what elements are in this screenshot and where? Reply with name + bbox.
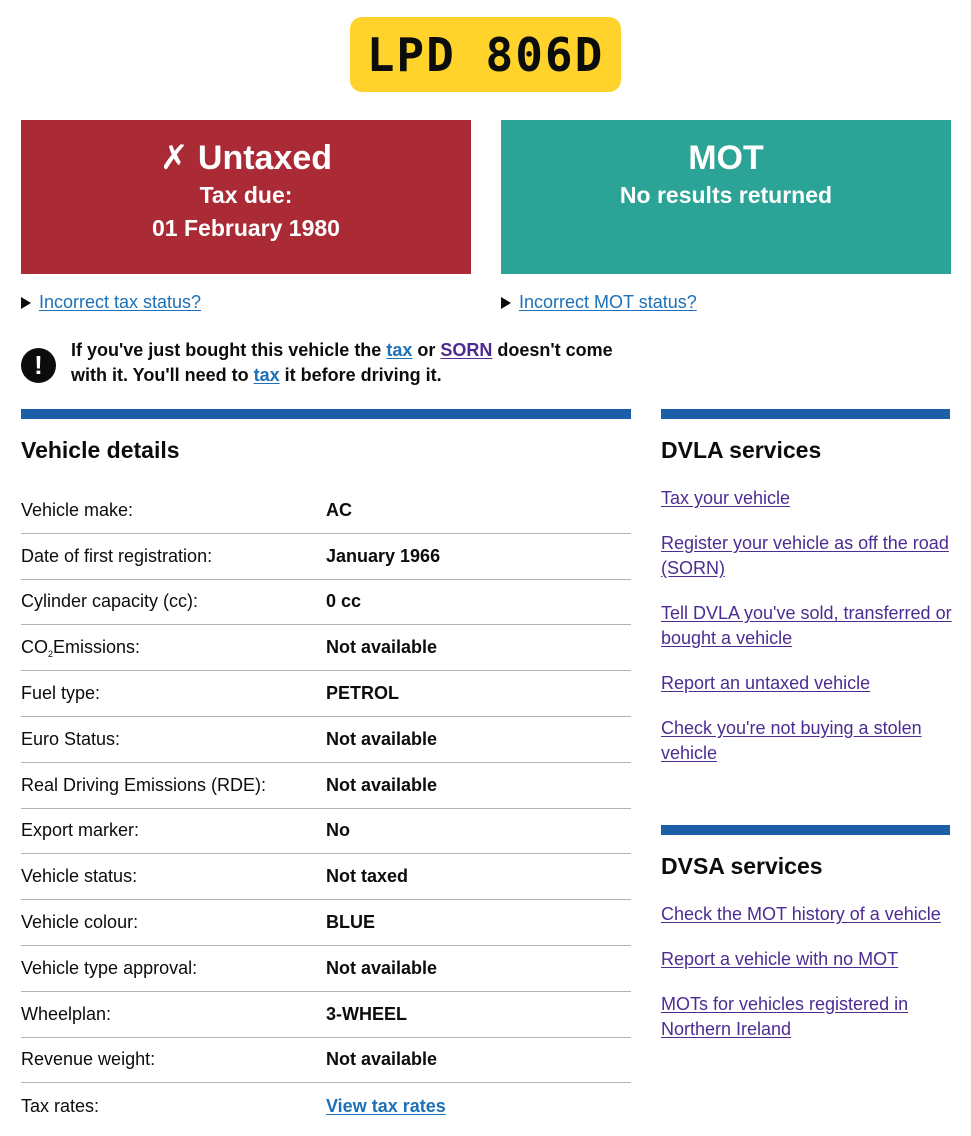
co2-label-suffix: Emissions: <box>53 636 141 657</box>
mot-status-panel <box>501 120 951 274</box>
detail-row-revenue-weight <box>21 1038 631 1084</box>
tax-due-label: Tax due: <box>199 182 293 208</box>
detail-value: PETROL <box>326 683 400 704</box>
warning-text-part: doesn't come with it. You'll need to <box>71 340 613 385</box>
detail-value: Not taxed <box>326 866 409 887</box>
detail-row-vehicle-status <box>21 854 631 900</box>
detail-value: 3-WHEEL <box>326 1003 407 1024</box>
detail-row-wheelplan <box>21 992 631 1038</box>
detail-label: Tax rates: <box>21 1095 100 1116</box>
detail-row-rde <box>21 763 631 809</box>
detail-label: Export marker: <box>21 820 140 841</box>
detail-row-euro-status <box>21 717 631 763</box>
registration-plate: LPD 806D <box>350 17 621 92</box>
register-sorn-link[interactable]: Register your vehicle as off the road (SORN) <box>661 533 949 578</box>
incorrect-mot-status-link[interactable]: Incorrect MOT status? <box>519 292 697 312</box>
view-tax-rates-link[interactable]: View tax rates <box>326 1095 446 1116</box>
detail-row-fuel-type <box>21 671 631 717</box>
co2-label-subscript: 2 <box>48 648 54 659</box>
dvla-services-title: DVLA services <box>661 437 822 463</box>
detail-label: Cylinder capacity (cc): <box>21 591 199 612</box>
detail-value: Not available <box>326 957 438 978</box>
detail-label: Date of first registration: <box>21 545 213 566</box>
co2-label-prefix: CO <box>21 636 48 657</box>
detail-value: 0 cc <box>326 591 362 612</box>
triangle-right-icon <box>21 297 31 309</box>
tax-status-heading <box>21 138 471 178</box>
vehicle-details-title: Vehicle details <box>21 437 180 463</box>
tax-due-date: 01 February 1980 <box>152 215 340 241</box>
detail-value: Not available <box>326 637 438 658</box>
section-divider <box>21 409 631 419</box>
detail-value: BLUE <box>326 912 375 933</box>
northern-ireland-mot-link[interactable]: MOTs for vehicles registered in Northern Ireland <box>661 994 909 1039</box>
detail-value: Not available <box>326 728 438 749</box>
detail-label <box>21 637 326 659</box>
warning-notice <box>21 338 621 388</box>
detail-row-cylinder-capacity <box>21 580 631 626</box>
detail-value: January 1966 <box>326 545 441 566</box>
detail-label: Vehicle status: <box>21 866 138 887</box>
incorrect-tax-status-link[interactable]: Incorrect tax status? <box>39 292 202 312</box>
tax-link-2[interactable]: tax <box>253 365 280 385</box>
detail-label: Real Driving Emissions (RDE): <box>21 774 267 795</box>
tax-status-text: Untaxed <box>197 139 333 177</box>
detail-value: Not available <box>326 1049 438 1070</box>
exclamation-icon: ! <box>21 348 56 383</box>
sorn-link[interactable]: SORN <box>440 340 493 360</box>
triangle-right-icon <box>501 297 511 309</box>
vehicle-details-list <box>21 488 631 1129</box>
dvsa-services-title: DVSA services <box>661 853 823 879</box>
dvsa-services-list <box>661 902 953 1062</box>
detail-label: Euro Status: <box>21 728 121 749</box>
incorrect-mot-status-toggle[interactable] <box>501 292 697 313</box>
detail-label: Vehicle make: <box>21 499 134 520</box>
detail-row-export-marker <box>21 809 631 855</box>
incorrect-tax-status-toggle[interactable] <box>21 292 201 313</box>
detail-label: Vehicle type approval: <box>21 957 198 978</box>
detail-row-first-registration <box>21 534 631 580</box>
detail-value: Not available <box>326 774 438 795</box>
tax-link[interactable]: tax <box>386 340 413 360</box>
section-divider <box>661 825 950 835</box>
report-untaxed-vehicle-link[interactable]: Report an untaxed vehicle <box>661 673 871 693</box>
tell-dvla-sold-link[interactable]: Tell DVLA you've sold, transferred or bought a vehicle <box>661 603 952 648</box>
detail-row-type-approval <box>21 946 631 992</box>
mot-result: No results returned <box>619 182 833 208</box>
warning-text-part: If you've just bought this vehicle the <box>71 340 387 360</box>
warning-text-part: or <box>412 340 441 360</box>
report-no-mot-link[interactable]: Report a vehicle with no MOT <box>661 949 899 969</box>
check-stolen-vehicle-link[interactable]: Check you're not buying a stolen vehicle <box>661 718 922 763</box>
mot-heading: MOT <box>688 139 764 177</box>
section-divider <box>661 409 950 419</box>
tax-status-panel <box>21 120 471 274</box>
warning-text <box>71 338 621 388</box>
detail-row-co2-emissions <box>21 625 631 671</box>
detail-value <box>326 1096 446 1117</box>
detail-value: AC <box>326 499 352 520</box>
dvla-services-list <box>661 486 953 786</box>
detail-row-tax-rates <box>21 1083 631 1129</box>
cross-icon: ✗ <box>159 139 189 177</box>
detail-value: No <box>326 820 350 841</box>
detail-label: Fuel type: <box>21 683 101 704</box>
detail-label: Vehicle colour: <box>21 912 139 933</box>
detail-row-make <box>21 488 631 534</box>
mot-history-link[interactable]: Check the MOT history of a vehicle <box>661 904 941 924</box>
warning-text-part: it before driving it. <box>279 365 442 385</box>
tax-your-vehicle-link[interactable]: Tax your vehicle <box>661 488 791 508</box>
detail-row-colour <box>21 900 631 946</box>
detail-label: Wheelplan: <box>21 1003 112 1024</box>
detail-label: Revenue weight: <box>21 1049 156 1070</box>
